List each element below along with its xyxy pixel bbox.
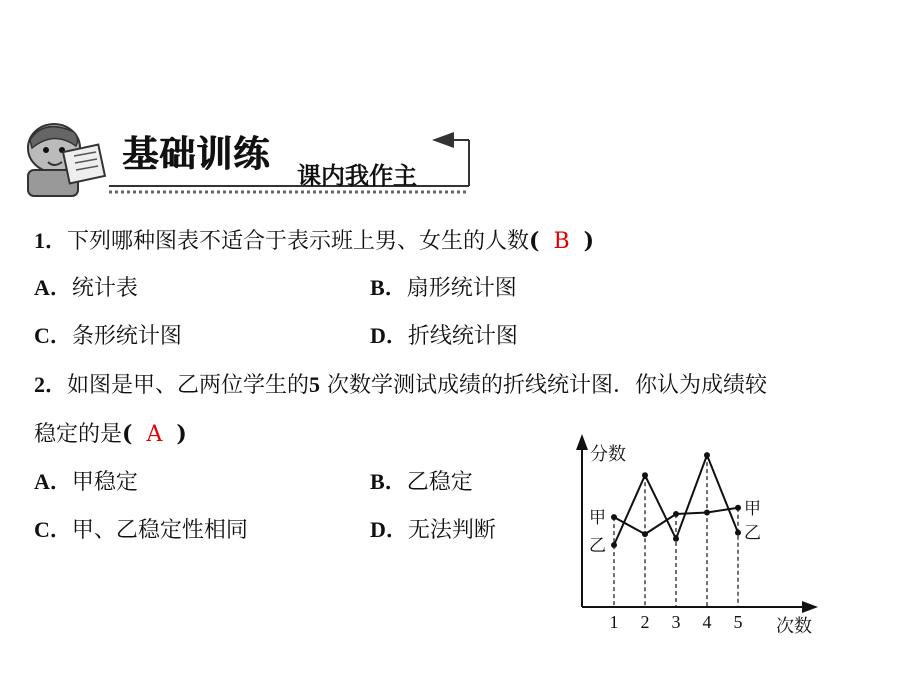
- q2-stem-line2: 稳定的是( A ): [34, 421, 187, 447]
- data-point: [704, 452, 710, 458]
- data-point: [704, 509, 710, 515]
- data-point: [673, 511, 679, 517]
- q1-option-b: B．扇形统计图: [370, 275, 517, 301]
- q2-option-d: D．无法判断: [370, 517, 496, 543]
- q1-number: 1: [34, 228, 45, 253]
- series-label-end: 甲: [744, 498, 761, 519]
- x-axis-arrow: [802, 601, 818, 613]
- q2-option-a: A．甲稳定: [34, 469, 138, 495]
- q2-answer: A: [146, 422, 163, 447]
- banner-subtitle: 课内我作主: [297, 162, 417, 190]
- data-point: [611, 514, 617, 520]
- series-label-start: 甲: [589, 508, 606, 529]
- line-chart: [570, 432, 840, 642]
- data-point: [642, 531, 648, 537]
- data-point: [611, 542, 617, 548]
- q1-option-c: C．条形统计图: [34, 323, 182, 349]
- line-chart-svg: [570, 432, 840, 642]
- x-tick-label: 1: [609, 612, 619, 632]
- x-axis-label: 次数: [776, 616, 812, 637]
- x-tick-label: 3: [671, 612, 681, 632]
- banner-title: 基础训练: [122, 134, 271, 175]
- q2-option-b: B．乙稳定: [370, 469, 473, 495]
- q1-stem: 1．下列哪种图表不适合于表示班上男、女生的人数( B ): [34, 228, 595, 254]
- q2-option-c: C．甲、乙稳定性相同: [34, 517, 248, 543]
- x-tick-label: 5: [733, 612, 743, 632]
- y-axis-arrow: [576, 434, 588, 450]
- q1-option-d: D．折线统计图: [370, 323, 518, 349]
- q2-stem: 2．如图是甲、乙两位学生的5 次数学测试成绩的折线统计图．你认为成绩较: [34, 372, 768, 398]
- section-banner: [14, 118, 476, 198]
- student-reading-icon: [14, 118, 114, 198]
- q2-number: 2: [34, 372, 45, 397]
- data-point: [735, 505, 741, 511]
- data-point: [642, 472, 648, 478]
- data-point: [735, 530, 741, 536]
- series-label-start: 乙: [589, 536, 606, 556]
- y-axis-label: 分数: [590, 444, 626, 465]
- series-label-end: 乙: [744, 523, 761, 544]
- q1-answer: B: [553, 229, 570, 254]
- data-point: [673, 536, 679, 542]
- x-tick-label: 2: [640, 612, 650, 632]
- q1-option-a: A．统计表: [34, 275, 138, 301]
- x-tick-label: 4: [702, 612, 712, 632]
- q1-stem-text: 下列哪种图表不适合于表示班上男、女生的人数: [67, 229, 530, 254]
